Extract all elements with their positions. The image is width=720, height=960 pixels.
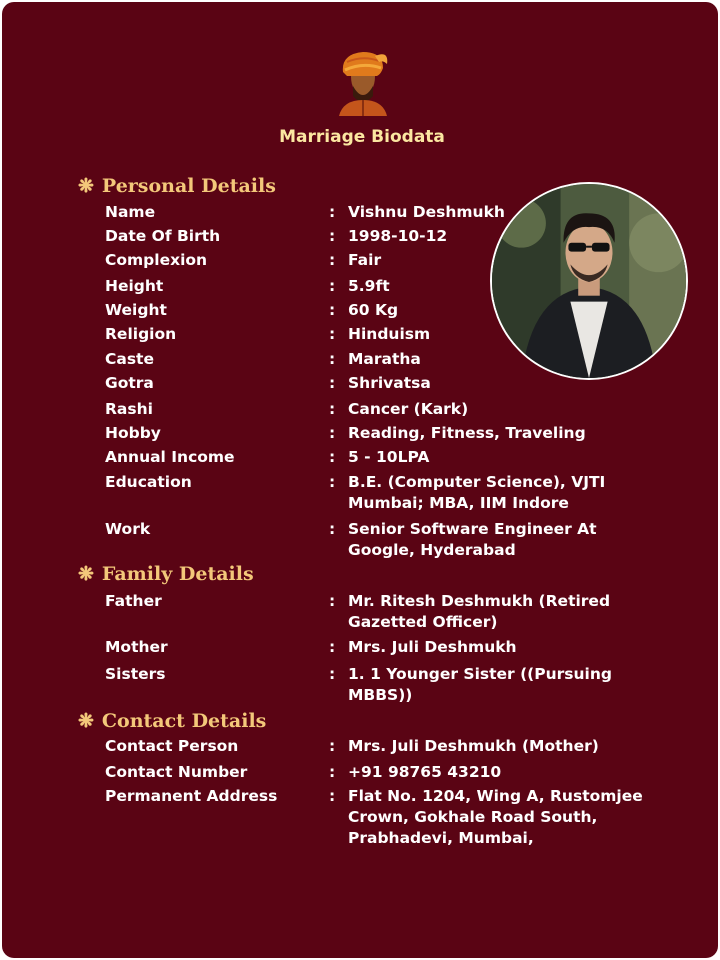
detail-separator: : <box>329 592 336 610</box>
detail-separator: : <box>329 448 336 466</box>
detail-value: Mrs. Juli Deshmukh (Mother) <box>348 737 599 755</box>
detail-row <box>105 664 665 704</box>
detail-row <box>105 423 665 443</box>
detail-label: Annual Income <box>105 448 235 466</box>
detail-label: Mother <box>105 638 168 656</box>
detail-separator: : <box>329 277 336 295</box>
detail-label: Father <box>105 592 162 610</box>
detail-label: Permanent Address <box>105 787 278 805</box>
asterisk-flower-icon: ❋ <box>78 175 94 197</box>
detail-row <box>105 349 665 369</box>
detail-label: Sisters <box>105 665 166 683</box>
detail-label: Date Of Birth <box>105 227 221 245</box>
detail-value: Maratha <box>348 350 421 368</box>
detail-row <box>105 736 665 756</box>
detail-row <box>105 591 665 631</box>
detail-separator: : <box>329 251 336 269</box>
detail-row <box>105 373 665 393</box>
detail-label: Gotra <box>105 374 154 392</box>
detail-value: Shrivatsa <box>348 374 431 392</box>
detail-separator: : <box>329 520 336 538</box>
detail-separator: : <box>329 763 336 781</box>
detail-value: 5.9ft <box>348 277 390 295</box>
detail-label: Contact Number <box>105 763 248 781</box>
warrior-king-portrait-icon <box>333 46 391 116</box>
detail-separator: : <box>329 424 336 442</box>
asterisk-flower-icon: ❋ <box>78 710 94 732</box>
detail-value: Reading, Fitness, Traveling <box>348 424 586 442</box>
detail-label: Height <box>105 277 164 295</box>
detail-row <box>105 519 665 559</box>
detail-separator: : <box>329 301 336 319</box>
detail-row <box>105 226 665 246</box>
section-heading-contact: ❋ Contact Details <box>78 710 267 732</box>
detail-row <box>105 202 665 222</box>
detail-separator: : <box>329 737 336 755</box>
detail-value: +91 98765 43210 <box>348 763 502 781</box>
detail-row <box>105 447 665 467</box>
detail-value: Cancer (Kark) <box>348 400 469 418</box>
detail-value: Flat No. 1204, Wing A, Rustomjee Crown, Gokhale Road South, Prabhadevi, Mumbai, <box>348 787 643 847</box>
detail-value: 1. 1 Younger Sister ((Pursuing MBBS)) <box>348 665 612 704</box>
detail-value: 1998-10-12 <box>348 227 448 245</box>
detail-separator: : <box>329 400 336 418</box>
detail-row <box>105 786 665 847</box>
detail-label: Name <box>105 203 156 221</box>
page-title: Marriage Biodata <box>279 127 445 147</box>
detail-row <box>105 324 665 344</box>
detail-label: Caste <box>105 350 154 368</box>
detail-separator: : <box>329 473 336 491</box>
detail-value: 5 - 10LPA <box>348 448 430 466</box>
detail-value: Mrs. Juli Deshmukh <box>348 638 517 656</box>
detail-value: Mr. Ritesh Deshmukh (Retired Gazetted Officer) <box>348 592 611 631</box>
detail-label: Hobby <box>105 424 161 442</box>
detail-row <box>105 300 665 320</box>
detail-row <box>105 250 665 270</box>
detail-row <box>105 762 665 782</box>
detail-row <box>105 472 665 512</box>
detail-value: B.E. (Computer Science), VJTI Mumbai; MBA, IIM Indore <box>348 473 606 512</box>
detail-row <box>105 637 665 657</box>
section-heading-personal: ❋ Personal Details <box>78 175 276 197</box>
asterisk-flower-icon: ❋ <box>78 563 94 585</box>
detail-label: Education <box>105 473 192 491</box>
detail-label: Complexion <box>105 251 208 269</box>
detail-value: 60 Kg <box>348 301 399 319</box>
detail-label: Religion <box>105 325 177 343</box>
detail-row <box>105 399 665 419</box>
detail-value: Senior Software Engineer At Google, Hyderabad <box>348 520 597 559</box>
detail-label: Contact Person <box>105 737 239 755</box>
detail-separator: : <box>329 227 336 245</box>
detail-separator: : <box>329 325 336 343</box>
detail-separator: : <box>329 350 336 368</box>
detail-row <box>105 276 665 296</box>
detail-separator: : <box>329 665 336 683</box>
detail-value: Fair <box>348 251 382 269</box>
section-heading-family: ❋ Family Details <box>78 563 254 585</box>
detail-value: Vishnu Deshmukh <box>348 203 505 221</box>
detail-label: Work <box>105 520 151 538</box>
detail-separator: : <box>329 787 336 805</box>
detail-label: Rashi <box>105 400 153 418</box>
detail-label: Weight <box>105 301 167 319</box>
detail-value: Hinduism <box>348 325 431 343</box>
detail-separator: : <box>329 638 336 656</box>
detail-separator: : <box>329 374 336 392</box>
detail-separator: : <box>329 203 336 221</box>
